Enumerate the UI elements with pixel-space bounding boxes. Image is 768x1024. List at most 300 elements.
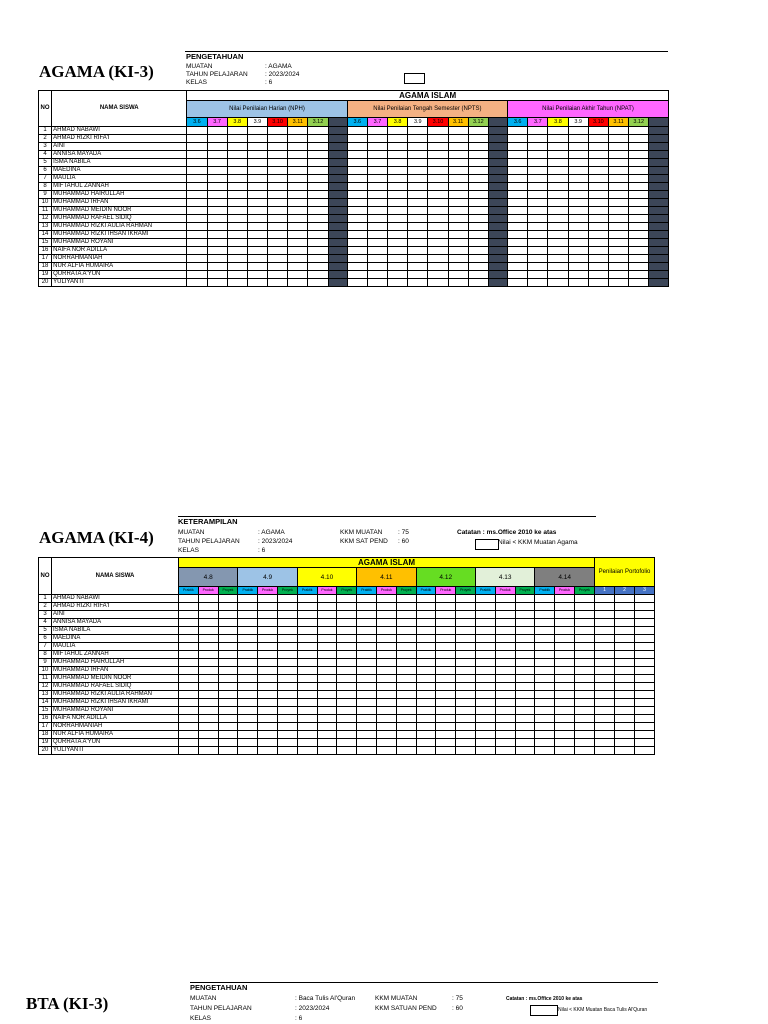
grade-cell[interactable] — [428, 151, 448, 159]
grade-cell[interactable] — [317, 699, 337, 707]
grade-cell[interactable] — [247, 183, 267, 191]
grade-cell[interactable] — [268, 247, 288, 255]
grade-cell[interactable] — [608, 279, 628, 287]
grade-cell[interactable] — [247, 151, 267, 159]
grade-cell[interactable] — [258, 643, 278, 651]
grade-cell[interactable] — [436, 731, 456, 739]
grade-cell[interactable] — [568, 151, 588, 159]
grade-cell[interactable] — [629, 199, 649, 207]
grade-cell[interactable] — [468, 247, 488, 255]
grade-cell[interactable] — [187, 159, 207, 167]
grade-cell[interactable] — [436, 683, 456, 691]
grade-cell[interactable] — [528, 263, 548, 271]
grade-cell[interactable] — [187, 247, 207, 255]
grade-cell[interactable] — [337, 715, 357, 723]
grade-cell[interactable] — [288, 151, 308, 159]
grade-cell[interactable] — [495, 611, 515, 619]
grade-cell[interactable] — [227, 167, 247, 175]
grade-cell[interactable] — [635, 667, 655, 675]
grade-cell[interactable] — [297, 731, 317, 739]
grade-cell[interactable] — [207, 247, 227, 255]
grade-cell[interactable] — [468, 255, 488, 263]
grade-cell[interactable] — [635, 611, 655, 619]
grade-cell[interactable] — [227, 239, 247, 247]
grade-cell[interactable] — [258, 731, 278, 739]
grade-cell[interactable] — [297, 627, 317, 635]
grade-cell[interactable] — [388, 215, 408, 223]
grade-cell[interactable] — [555, 627, 575, 635]
grade-cell[interactable] — [227, 151, 247, 159]
grade-cell[interactable] — [347, 247, 367, 255]
grade-cell[interactable] — [187, 263, 207, 271]
grade-cell[interactable] — [528, 215, 548, 223]
grade-cell[interactable] — [508, 175, 528, 183]
grade-cell[interactable] — [495, 675, 515, 683]
grade-cell[interactable] — [495, 635, 515, 643]
grade-cell[interactable] — [456, 747, 476, 755]
grade-cell[interactable] — [588, 159, 608, 167]
grade-cell[interactable] — [288, 255, 308, 263]
grade-cell[interactable] — [456, 627, 476, 635]
grade-cell[interactable] — [268, 183, 288, 191]
grade-cell[interactable] — [179, 683, 199, 691]
grade-cell[interactable] — [495, 747, 515, 755]
grade-cell[interactable] — [629, 175, 649, 183]
grade-cell[interactable] — [297, 635, 317, 643]
grade-cell[interactable] — [207, 199, 227, 207]
grade-cell[interactable] — [574, 651, 594, 659]
grade-cell[interactable] — [456, 667, 476, 675]
grade-cell[interactable] — [179, 627, 199, 635]
grade-cell[interactable] — [548, 191, 568, 199]
grade-cell[interactable] — [574, 635, 594, 643]
grade-cell[interactable] — [555, 667, 575, 675]
grade-cell[interactable] — [288, 271, 308, 279]
grade-cell[interactable] — [347, 279, 367, 287]
grade-cell[interactable] — [588, 135, 608, 143]
grade-cell[interactable] — [555, 739, 575, 747]
grade-cell[interactable] — [548, 199, 568, 207]
grade-cell[interactable] — [515, 635, 535, 643]
grade-cell[interactable] — [187, 135, 207, 143]
grade-cell[interactable] — [555, 699, 575, 707]
grade-cell[interactable] — [337, 643, 357, 651]
grade-cell[interactable] — [615, 707, 635, 715]
grade-cell[interactable] — [238, 651, 258, 659]
grade-cell[interactable] — [475, 691, 495, 699]
grade-cell[interactable] — [615, 651, 635, 659]
grade-cell[interactable] — [436, 691, 456, 699]
grade-cell[interactable] — [629, 143, 649, 151]
grade-cell[interactable] — [198, 675, 218, 683]
grade-cell[interactable] — [288, 207, 308, 215]
grade-cell[interactable] — [238, 603, 258, 611]
grade-cell[interactable] — [416, 603, 436, 611]
grade-cell[interactable] — [568, 183, 588, 191]
grade-cell[interactable] — [238, 659, 258, 667]
grade-cell[interactable] — [515, 691, 535, 699]
grade-cell[interactable] — [268, 167, 288, 175]
grade-cell[interactable] — [416, 635, 436, 643]
grade-cell[interactable] — [595, 675, 615, 683]
grade-cell[interactable] — [515, 643, 535, 651]
grade-cell[interactable] — [416, 675, 436, 683]
grade-cell[interactable] — [508, 271, 528, 279]
grade-cell[interactable] — [416, 739, 436, 747]
grade-cell[interactable] — [238, 731, 258, 739]
grade-cell[interactable] — [408, 175, 428, 183]
grade-cell[interactable] — [297, 651, 317, 659]
grade-cell[interactable] — [408, 207, 428, 215]
grade-cell[interactable] — [247, 191, 267, 199]
grade-cell[interactable] — [277, 659, 297, 667]
grade-cell[interactable] — [635, 731, 655, 739]
grade-cell[interactable] — [428, 167, 448, 175]
grade-cell[interactable] — [428, 279, 448, 287]
grade-cell[interactable] — [357, 739, 377, 747]
grade-cell[interactable] — [337, 747, 357, 755]
grade-cell[interactable] — [615, 715, 635, 723]
grade-cell[interactable] — [528, 135, 548, 143]
grade-cell[interactable] — [218, 691, 238, 699]
grade-cell[interactable] — [337, 683, 357, 691]
grade-cell[interactable] — [337, 603, 357, 611]
grade-cell[interactable] — [308, 239, 328, 247]
grade-cell[interactable] — [535, 675, 555, 683]
grade-cell[interactable] — [247, 215, 267, 223]
grade-cell[interactable] — [629, 255, 649, 263]
grade-cell[interactable] — [595, 683, 615, 691]
grade-cell[interactable] — [428, 135, 448, 143]
grade-cell[interactable] — [277, 643, 297, 651]
grade-cell[interactable] — [258, 683, 278, 691]
grade-cell[interactable] — [428, 175, 448, 183]
grade-cell[interactable] — [277, 619, 297, 627]
grade-cell[interactable] — [416, 627, 436, 635]
grade-cell[interactable] — [187, 175, 207, 183]
grade-cell[interactable] — [238, 707, 258, 715]
grade-cell[interactable] — [574, 747, 594, 755]
grade-cell[interactable] — [277, 691, 297, 699]
grade-cell[interactable] — [317, 667, 337, 675]
grade-cell[interactable] — [308, 183, 328, 191]
grade-cell[interactable] — [288, 127, 308, 135]
grade-cell[interactable] — [528, 127, 548, 135]
grade-cell[interactable] — [388, 247, 408, 255]
grade-cell[interactable] — [218, 619, 238, 627]
grade-cell[interactable] — [416, 731, 436, 739]
grade-cell[interactable] — [495, 699, 515, 707]
grade-cell[interactable] — [357, 603, 377, 611]
grade-cell[interactable] — [468, 207, 488, 215]
grade-cell[interactable] — [247, 207, 267, 215]
grade-cell[interactable] — [288, 215, 308, 223]
grade-cell[interactable] — [528, 255, 548, 263]
grade-cell[interactable] — [198, 659, 218, 667]
grade-cell[interactable] — [448, 223, 468, 231]
grade-cell[interactable] — [515, 699, 535, 707]
grade-cell[interactable] — [608, 199, 628, 207]
grade-cell[interactable] — [238, 675, 258, 683]
grade-cell[interactable] — [347, 183, 367, 191]
grade-cell[interactable] — [308, 255, 328, 263]
grade-cell[interactable] — [629, 135, 649, 143]
grade-cell[interactable] — [635, 651, 655, 659]
grade-cell[interactable] — [416, 747, 436, 755]
grade-cell[interactable] — [396, 635, 416, 643]
grade-cell[interactable] — [456, 643, 476, 651]
grade-cell[interactable] — [367, 159, 387, 167]
grade-cell[interactable] — [277, 683, 297, 691]
grade-cell[interactable] — [238, 723, 258, 731]
grade-cell[interactable] — [548, 167, 568, 175]
grade-cell[interactable] — [436, 603, 456, 611]
grade-cell[interactable] — [376, 747, 396, 755]
grade-cell[interactable] — [608, 247, 628, 255]
grade-cell[interactable] — [468, 183, 488, 191]
grade-cell[interactable] — [555, 683, 575, 691]
grade-cell[interactable] — [247, 143, 267, 151]
grade-cell[interactable] — [456, 699, 476, 707]
grade-cell[interactable] — [258, 675, 278, 683]
grade-cell[interactable] — [515, 651, 535, 659]
grade-cell[interactable] — [508, 143, 528, 151]
grade-cell[interactable] — [308, 231, 328, 239]
grade-cell[interactable] — [207, 271, 227, 279]
grade-cell[interactable] — [337, 627, 357, 635]
grade-cell[interactable] — [376, 723, 396, 731]
grade-cell[interactable] — [277, 635, 297, 643]
grade-cell[interactable] — [396, 659, 416, 667]
grade-cell[interactable] — [475, 627, 495, 635]
grade-cell[interactable] — [288, 175, 308, 183]
grade-cell[interactable] — [495, 739, 515, 747]
grade-cell[interactable] — [277, 739, 297, 747]
grade-cell[interactable] — [179, 739, 199, 747]
grade-cell[interactable] — [396, 595, 416, 603]
grade-cell[interactable] — [297, 619, 317, 627]
grade-cell[interactable] — [227, 223, 247, 231]
grade-cell[interactable] — [574, 715, 594, 723]
grade-cell[interactable] — [357, 691, 377, 699]
grade-cell[interactable] — [535, 611, 555, 619]
grade-cell[interactable] — [528, 199, 548, 207]
grade-cell[interactable] — [574, 643, 594, 651]
grade-cell[interactable] — [555, 731, 575, 739]
grade-cell[interactable] — [408, 263, 428, 271]
grade-cell[interactable] — [428, 191, 448, 199]
grade-cell[interactable] — [187, 191, 207, 199]
grade-cell[interactable] — [179, 659, 199, 667]
grade-cell[interactable] — [396, 683, 416, 691]
grade-cell[interactable] — [337, 707, 357, 715]
grade-cell[interactable] — [595, 611, 615, 619]
grade-cell[interactable] — [198, 707, 218, 715]
grade-cell[interactable] — [595, 699, 615, 707]
grade-cell[interactable] — [615, 723, 635, 731]
grade-cell[interactable] — [495, 667, 515, 675]
grade-cell[interactable] — [635, 675, 655, 683]
grade-cell[interactable] — [436, 667, 456, 675]
grade-cell[interactable] — [535, 683, 555, 691]
grade-cell[interactable] — [218, 707, 238, 715]
grade-cell[interactable] — [207, 223, 227, 231]
grade-cell[interactable] — [588, 255, 608, 263]
grade-cell[interactable] — [568, 255, 588, 263]
grade-cell[interactable] — [347, 191, 367, 199]
grade-cell[interactable] — [608, 175, 628, 183]
grade-cell[interactable] — [535, 715, 555, 723]
grade-cell[interactable] — [297, 747, 317, 755]
grade-cell[interactable] — [207, 255, 227, 263]
grade-cell[interactable] — [475, 659, 495, 667]
grade-cell[interactable] — [508, 199, 528, 207]
grade-cell[interactable] — [207, 263, 227, 271]
grade-cell[interactable] — [396, 603, 416, 611]
grade-cell[interactable] — [615, 595, 635, 603]
grade-cell[interactable] — [629, 239, 649, 247]
grade-cell[interactable] — [635, 643, 655, 651]
grade-cell[interactable] — [568, 191, 588, 199]
grade-cell[interactable] — [376, 651, 396, 659]
grade-cell[interactable] — [268, 231, 288, 239]
grade-cell[interactable] — [508, 127, 528, 135]
grade-cell[interactable] — [515, 603, 535, 611]
grade-cell[interactable] — [528, 183, 548, 191]
grade-cell[interactable] — [615, 611, 635, 619]
grade-cell[interactable] — [227, 247, 247, 255]
grade-cell[interactable] — [268, 263, 288, 271]
grade-cell[interactable] — [615, 739, 635, 747]
grade-cell[interactable] — [218, 595, 238, 603]
grade-cell[interactable] — [528, 279, 548, 287]
grade-cell[interactable] — [258, 595, 278, 603]
grade-cell[interactable] — [615, 699, 635, 707]
grade-cell[interactable] — [297, 699, 317, 707]
grade-cell[interactable] — [515, 723, 535, 731]
grade-cell[interactable] — [247, 167, 267, 175]
grade-cell[interactable] — [608, 271, 628, 279]
grade-cell[interactable] — [288, 223, 308, 231]
grade-cell[interactable] — [568, 143, 588, 151]
grade-cell[interactable] — [475, 699, 495, 707]
grade-cell[interactable] — [468, 279, 488, 287]
grade-cell[interactable] — [337, 595, 357, 603]
grade-cell[interactable] — [396, 707, 416, 715]
grade-cell[interactable] — [187, 167, 207, 175]
grade-cell[interactable] — [548, 151, 568, 159]
grade-cell[interactable] — [187, 271, 207, 279]
grade-cell[interactable] — [357, 747, 377, 755]
grade-cell[interactable] — [608, 255, 628, 263]
grade-cell[interactable] — [357, 619, 377, 627]
grade-cell[interactable] — [595, 715, 615, 723]
grade-cell[interactable] — [574, 603, 594, 611]
grade-cell[interactable] — [308, 207, 328, 215]
grade-cell[interactable] — [317, 707, 337, 715]
grade-cell[interactable] — [515, 611, 535, 619]
grade-cell[interactable] — [179, 715, 199, 723]
grade-cell[interactable] — [396, 691, 416, 699]
grade-cell[interactable] — [555, 635, 575, 643]
grade-cell[interactable] — [247, 263, 267, 271]
grade-cell[interactable] — [508, 207, 528, 215]
grade-cell[interactable] — [468, 199, 488, 207]
grade-cell[interactable] — [456, 675, 476, 683]
grade-cell[interactable] — [508, 159, 528, 167]
grade-cell[interactable] — [258, 747, 278, 755]
grade-cell[interactable] — [288, 191, 308, 199]
grade-cell[interactable] — [629, 271, 649, 279]
grade-cell[interactable] — [277, 699, 297, 707]
grade-cell[interactable] — [595, 651, 615, 659]
grade-cell[interactable] — [227, 231, 247, 239]
grade-cell[interactable] — [258, 667, 278, 675]
grade-cell[interactable] — [179, 603, 199, 611]
grade-cell[interactable] — [238, 611, 258, 619]
grade-cell[interactable] — [357, 643, 377, 651]
grade-cell[interactable] — [568, 167, 588, 175]
grade-cell[interactable] — [555, 675, 575, 683]
grade-cell[interactable] — [448, 159, 468, 167]
grade-cell[interactable] — [347, 271, 367, 279]
grade-cell[interactable] — [207, 167, 227, 175]
grade-cell[interactable] — [179, 707, 199, 715]
grade-cell[interactable] — [608, 263, 628, 271]
grade-cell[interactable] — [238, 635, 258, 643]
grade-cell[interactable] — [277, 675, 297, 683]
grade-cell[interactable] — [574, 691, 594, 699]
grade-cell[interactable] — [207, 135, 227, 143]
grade-cell[interactable] — [428, 263, 448, 271]
grade-cell[interactable] — [495, 627, 515, 635]
grade-cell[interactable] — [416, 699, 436, 707]
grade-cell[interactable] — [448, 175, 468, 183]
grade-cell[interactable] — [468, 159, 488, 167]
grade-cell[interactable] — [258, 691, 278, 699]
grade-cell[interactable] — [357, 635, 377, 643]
grade-cell[interactable] — [288, 231, 308, 239]
grade-cell[interactable] — [595, 739, 615, 747]
grade-cell[interactable] — [548, 207, 568, 215]
grade-cell[interactable] — [515, 707, 535, 715]
grade-cell[interactable] — [376, 595, 396, 603]
grade-cell[interactable] — [258, 627, 278, 635]
grade-cell[interactable] — [629, 215, 649, 223]
grade-cell[interactable] — [238, 691, 258, 699]
grade-cell[interactable] — [207, 127, 227, 135]
grade-cell[interactable] — [629, 247, 649, 255]
grade-cell[interactable] — [198, 699, 218, 707]
grade-cell[interactable] — [247, 271, 267, 279]
grade-cell[interactable] — [277, 603, 297, 611]
grade-cell[interactable] — [337, 739, 357, 747]
grade-cell[interactable] — [308, 151, 328, 159]
grade-cell[interactable] — [218, 603, 238, 611]
grade-cell[interactable] — [297, 683, 317, 691]
grade-cell[interactable] — [198, 635, 218, 643]
grade-cell[interactable] — [258, 635, 278, 643]
grade-cell[interactable] — [555, 723, 575, 731]
grade-cell[interactable] — [495, 731, 515, 739]
grade-cell[interactable] — [528, 207, 548, 215]
grade-cell[interactable] — [347, 199, 367, 207]
grade-cell[interactable] — [198, 627, 218, 635]
grade-cell[interactable] — [508, 183, 528, 191]
grade-cell[interactable] — [376, 627, 396, 635]
grade-cell[interactable] — [357, 723, 377, 731]
grade-cell[interactable] — [448, 255, 468, 263]
